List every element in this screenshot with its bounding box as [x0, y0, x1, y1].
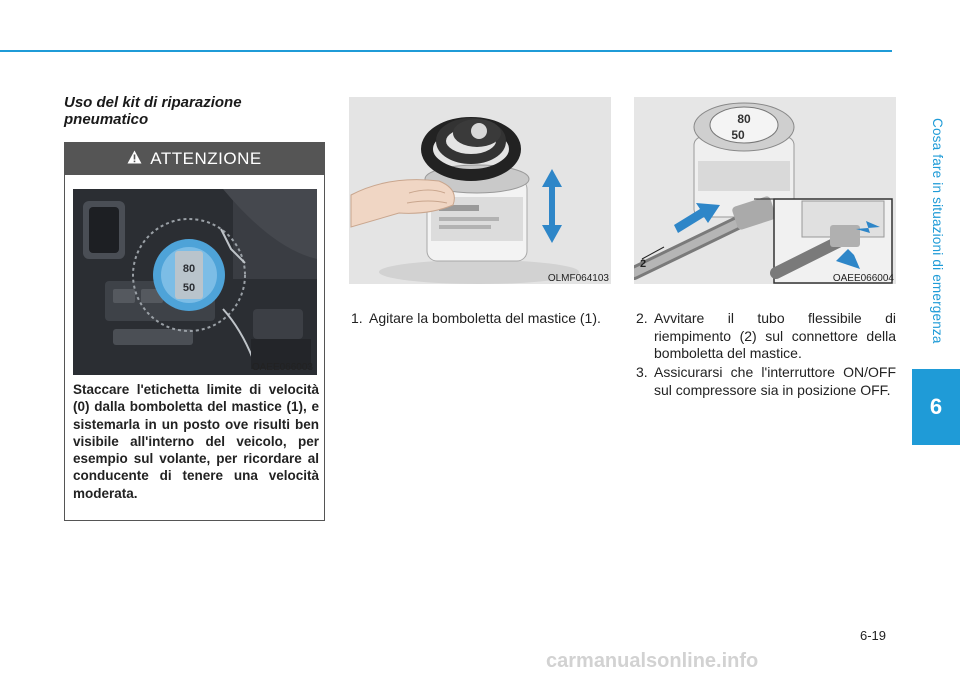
step-3-number: 3. — [636, 364, 648, 380]
warning-heading: ATTENZIONE — [150, 149, 262, 168]
figure-2-code: OAEE066004 — [832, 273, 894, 284]
can-label-bottom: 50 — [731, 128, 745, 142]
chapter-number-tab: 6 — [912, 369, 960, 445]
step-3-text: Assicurarsi che l'interruttore ON/OFF sul compressore sia in posizione OFF. — [654, 364, 896, 398]
dashboard-sticker-image — [73, 189, 317, 375]
watermark: carmanualsonline.info — [546, 650, 759, 672]
step-3 — [636, 364, 896, 399]
step-1-number: 1. — [351, 310, 363, 326]
top-rule — [0, 50, 892, 52]
step-1 — [351, 310, 611, 328]
figure-1-code: OLMF064103 — [547, 273, 609, 284]
shake-bottle-image — [349, 97, 611, 284]
page-number: 6-19 — [860, 628, 887, 643]
chapter-title: Cosa fare in situazioni di emergenza — [930, 118, 945, 344]
hose-connection-image — [634, 97, 896, 284]
sticker-bottom-value: 50 — [182, 282, 196, 294]
image-code: OAEE066003 — [251, 362, 313, 373]
step-2-number: 2. — [636, 310, 648, 326]
warning-header — [65, 143, 324, 175]
can-label-top: 80 — [737, 112, 751, 126]
warning-triangle-icon — [127, 149, 142, 169]
step-2-text: Avvitare il tubo flessibile di riempimento (2) sul connettore della bomboletta del mastice. — [654, 310, 896, 361]
hose-callout-number: 2 — [640, 258, 647, 270]
step-1-text: Agitare la bomboletta del mastice (1). — [369, 310, 601, 326]
section-title: Uso del kit di riparazione pneumatico — [64, 94, 242, 128]
sticker-top-value: 80 — [182, 263, 196, 275]
warning-text: Staccare l'etichetta limite di velocità (0) dalla bomboletta del mastice (1), e sistemarla in un posto ove risulti ben visibile all'interno del veicolo, per esempio sul volante, per ricordare al conducente di tenere una velocità moderata. — [73, 382, 319, 501]
step-2 — [636, 310, 896, 363]
warning-box — [64, 142, 325, 521]
